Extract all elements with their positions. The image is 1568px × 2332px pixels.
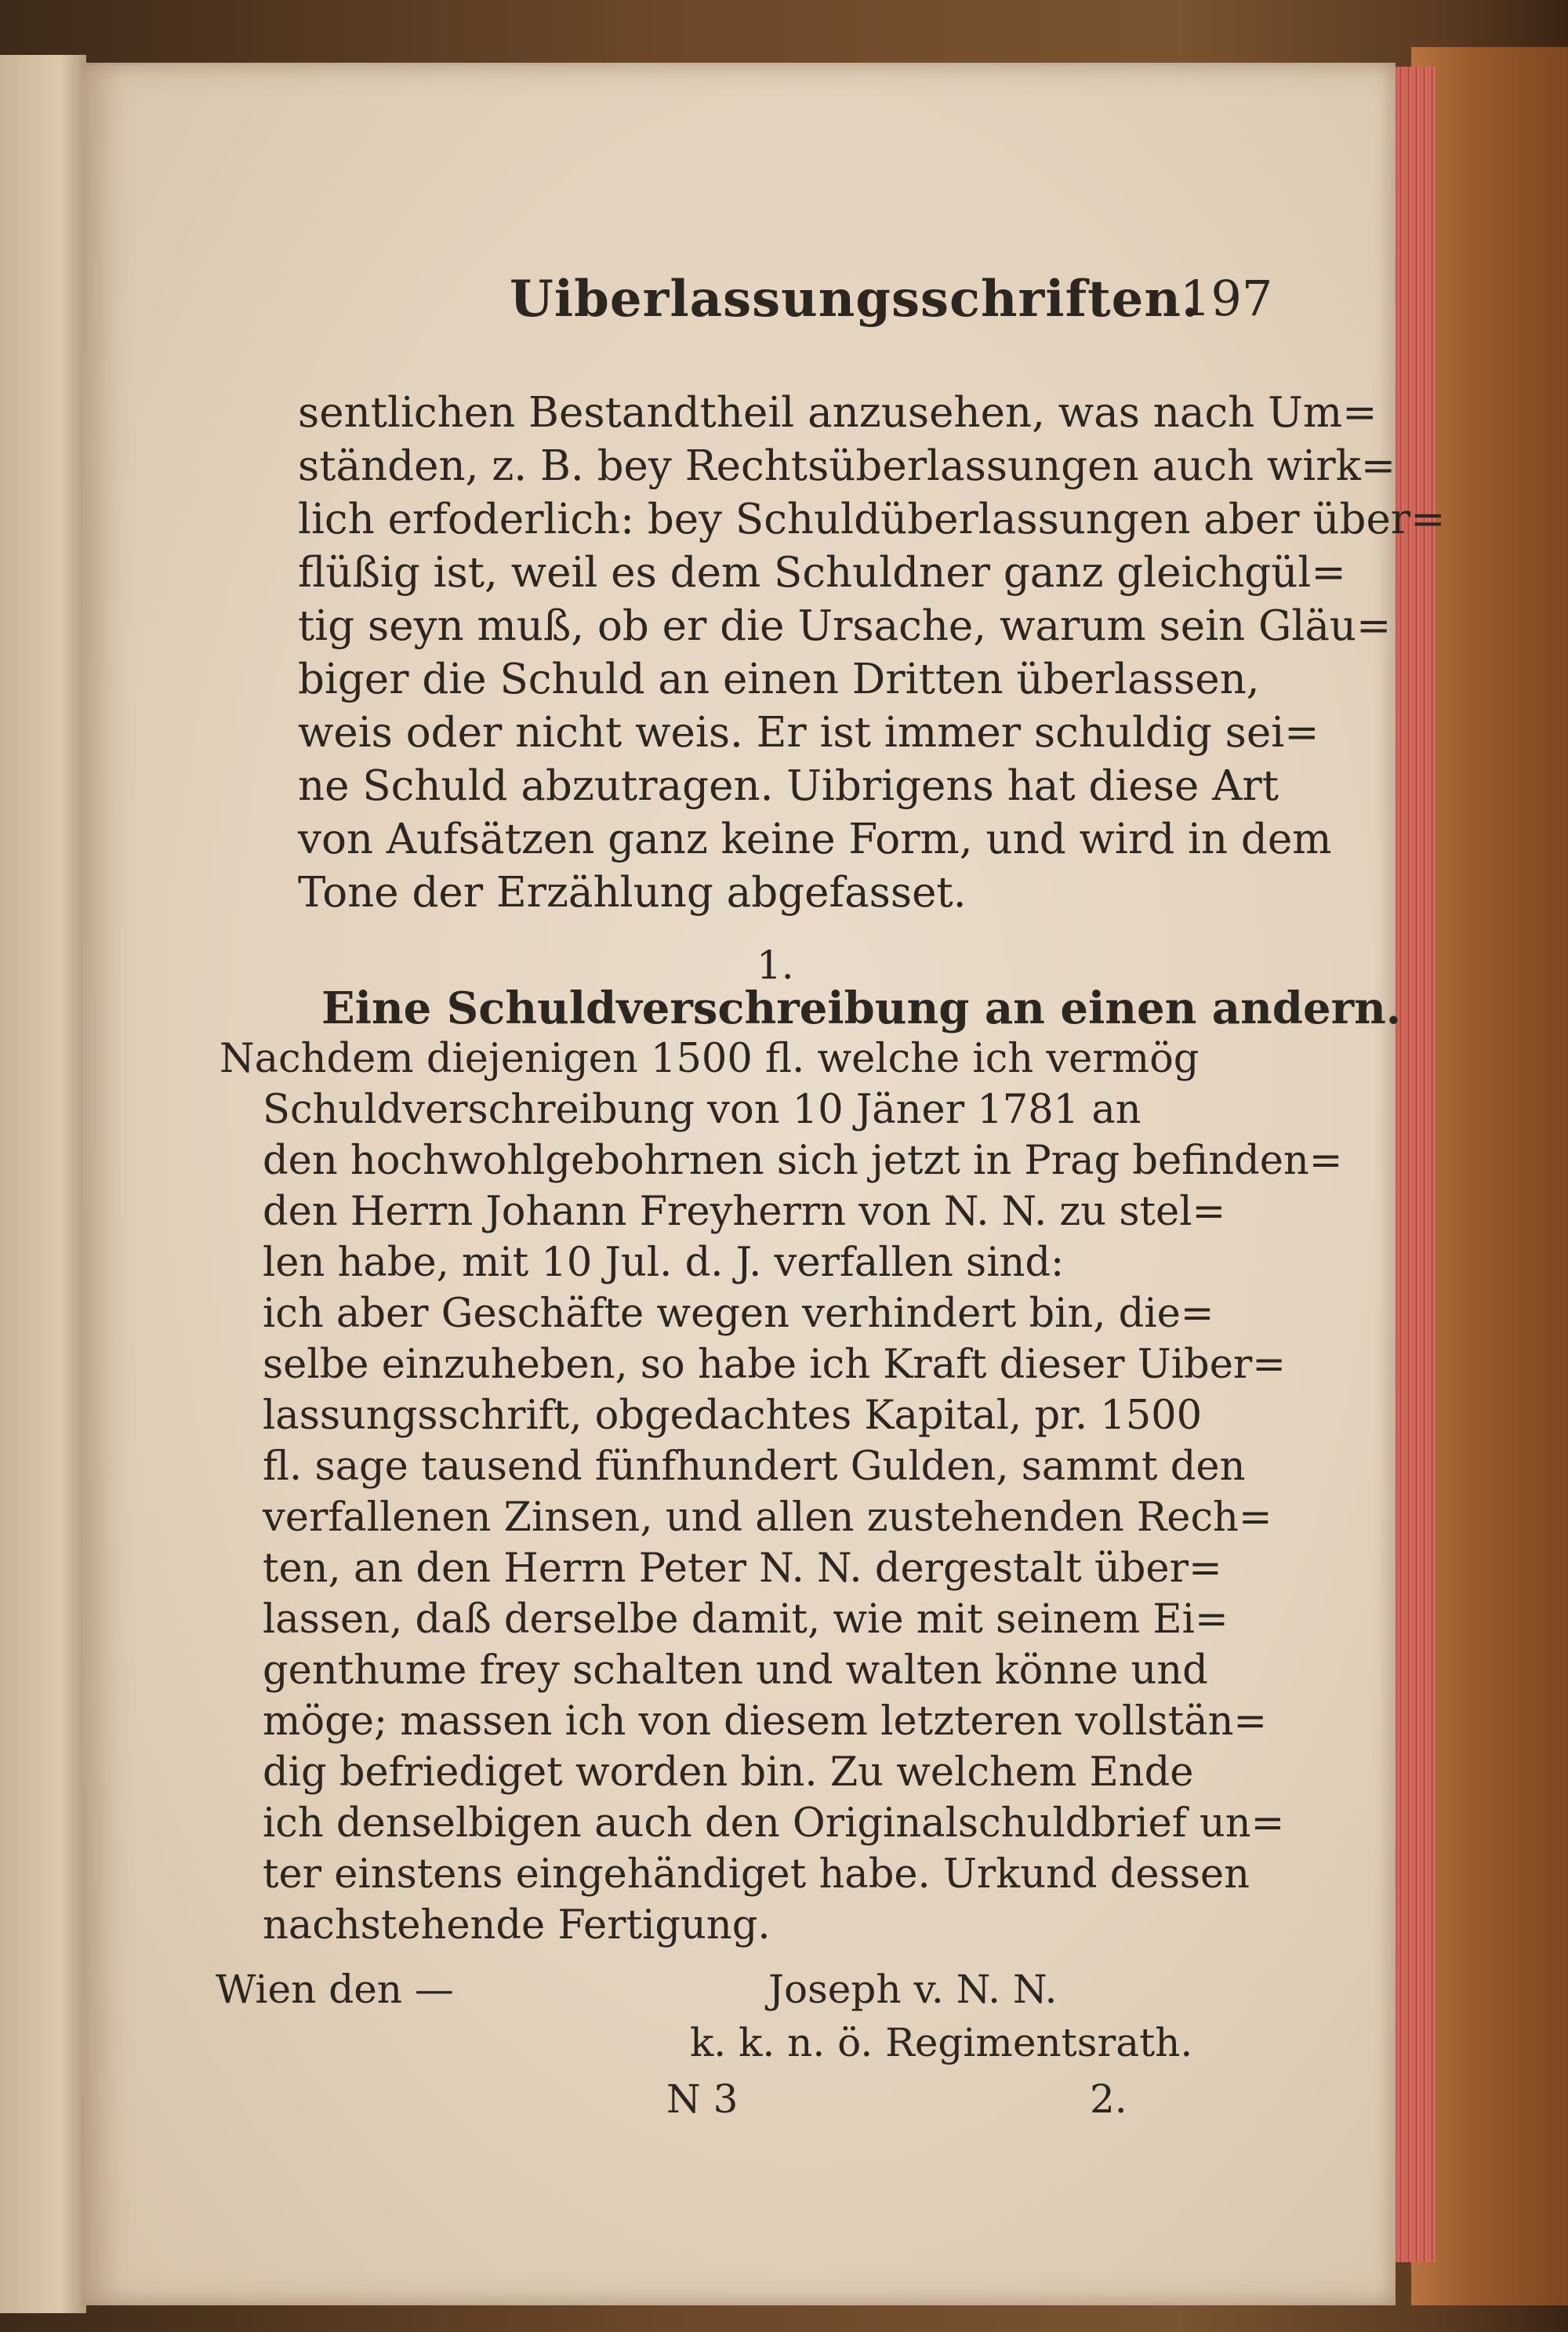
book-page [82, 63, 1446, 2305]
paragraph-line: von Aufsätzen ganz keine Form, und wird in dem [298, 815, 1332, 863]
letter-line: genthume frey schalten und walten könne und [263, 1647, 1208, 1694]
letter-line: ich aber Geschäfte wegen verhindert bin, die= [263, 1291, 1214, 1337]
section-number: 1. [757, 943, 794, 988]
letter-line: fl. sage tausend fünfhundert Gulden, sammt den [263, 1444, 1246, 1490]
paragraph-line: Tone der Erzählung abgefasset. [298, 869, 967, 917]
signature-mark: N 3 [666, 2076, 739, 2122]
signature-title: k. k. n. ö. Regimentsrath. [690, 2020, 1193, 2065]
letter-line: ten, an den Herrn Peter N. N. dergestalt über= [263, 1546, 1222, 1592]
letter-line: verfallenen Zinsen, und allen zustehenden Rech= [263, 1495, 1272, 1541]
letter-line: nachstehende Fertigung. [263, 1902, 771, 1949]
letter-line: den Herrn Johann Freyherrn von N. N. zu stel= [263, 1189, 1226, 1235]
letter-line: lassungsschrift, obgedachtes Kapital, pr. 1500 [263, 1393, 1203, 1439]
catchword: 2. [1090, 2076, 1127, 2122]
paragraph-line: sentlichen Bestandtheil anzusehen, was nach Um= [298, 389, 1377, 437]
paragraph-line: ne Schuld abzutragen. Uibrigens hat diese Art [298, 762, 1279, 810]
letter-line: ter einstens eingehändiget habe. Urkund dessen [263, 1851, 1250, 1898]
letter-line: den hochwohlgebohrnen sich jetzt in Prag befinden= [263, 1138, 1343, 1184]
facing-page-edge [0, 55, 86, 2313]
signature-name: Joseph v. N. N. [768, 1967, 1058, 2012]
paragraph-line: biger die Schuld an einen Dritten überlassen, [298, 656, 1260, 703]
letter-line: möge; massen ich von diesem letzteren vollstän= [263, 1698, 1268, 1745]
letter-line: lassen, daß derselbe damit, wie mit seinem Ei= [263, 1596, 1229, 1643]
letter-line: ich denselbigen auch den Originalschuldbrief un= [263, 1800, 1285, 1847]
letter-line: selbe einzuheben, so habe ich Kraft dieser Uiber= [263, 1342, 1286, 1388]
signature-place-date: Wien den — [216, 1967, 454, 2012]
paragraph-line: ständen, z. B. bey Rechtsüberlassungen auch wirk= [298, 442, 1396, 490]
section-heading: Eine Schuldverschreibung an einen andern. [321, 983, 1402, 1034]
letter-line: len habe, mit 10 Jul. d. J. verfallen sind: [263, 1240, 1065, 1286]
paragraph-line: tig seyn muß, ob er die Ursache, warum sein Gläu= [298, 602, 1392, 650]
page-number: 197 [1180, 270, 1273, 327]
paragraph-line: lich erfoderlich: bey Schuldüberlassungen aber über= [298, 496, 1446, 543]
letter-line: Schuldverschreibung von 10 Jäner 1781 an [263, 1087, 1142, 1133]
running-head: Uiberlassungsschriften. [510, 270, 1200, 329]
letter-line: dig befriediget worden bin. Zu welchem Ende [263, 1749, 1194, 1796]
paragraph-line: flüßig ist, weil es dem Schuldner ganz gleichgül= [298, 549, 1346, 597]
letter-line: Nachdem diejenigen 1500 fl. welche ich vermög [220, 1036, 1200, 1082]
book-cover-edge [1411, 47, 1568, 2305]
paragraph-line: weis oder nicht weis. Er ist immer schuldig sei= [298, 709, 1319, 757]
